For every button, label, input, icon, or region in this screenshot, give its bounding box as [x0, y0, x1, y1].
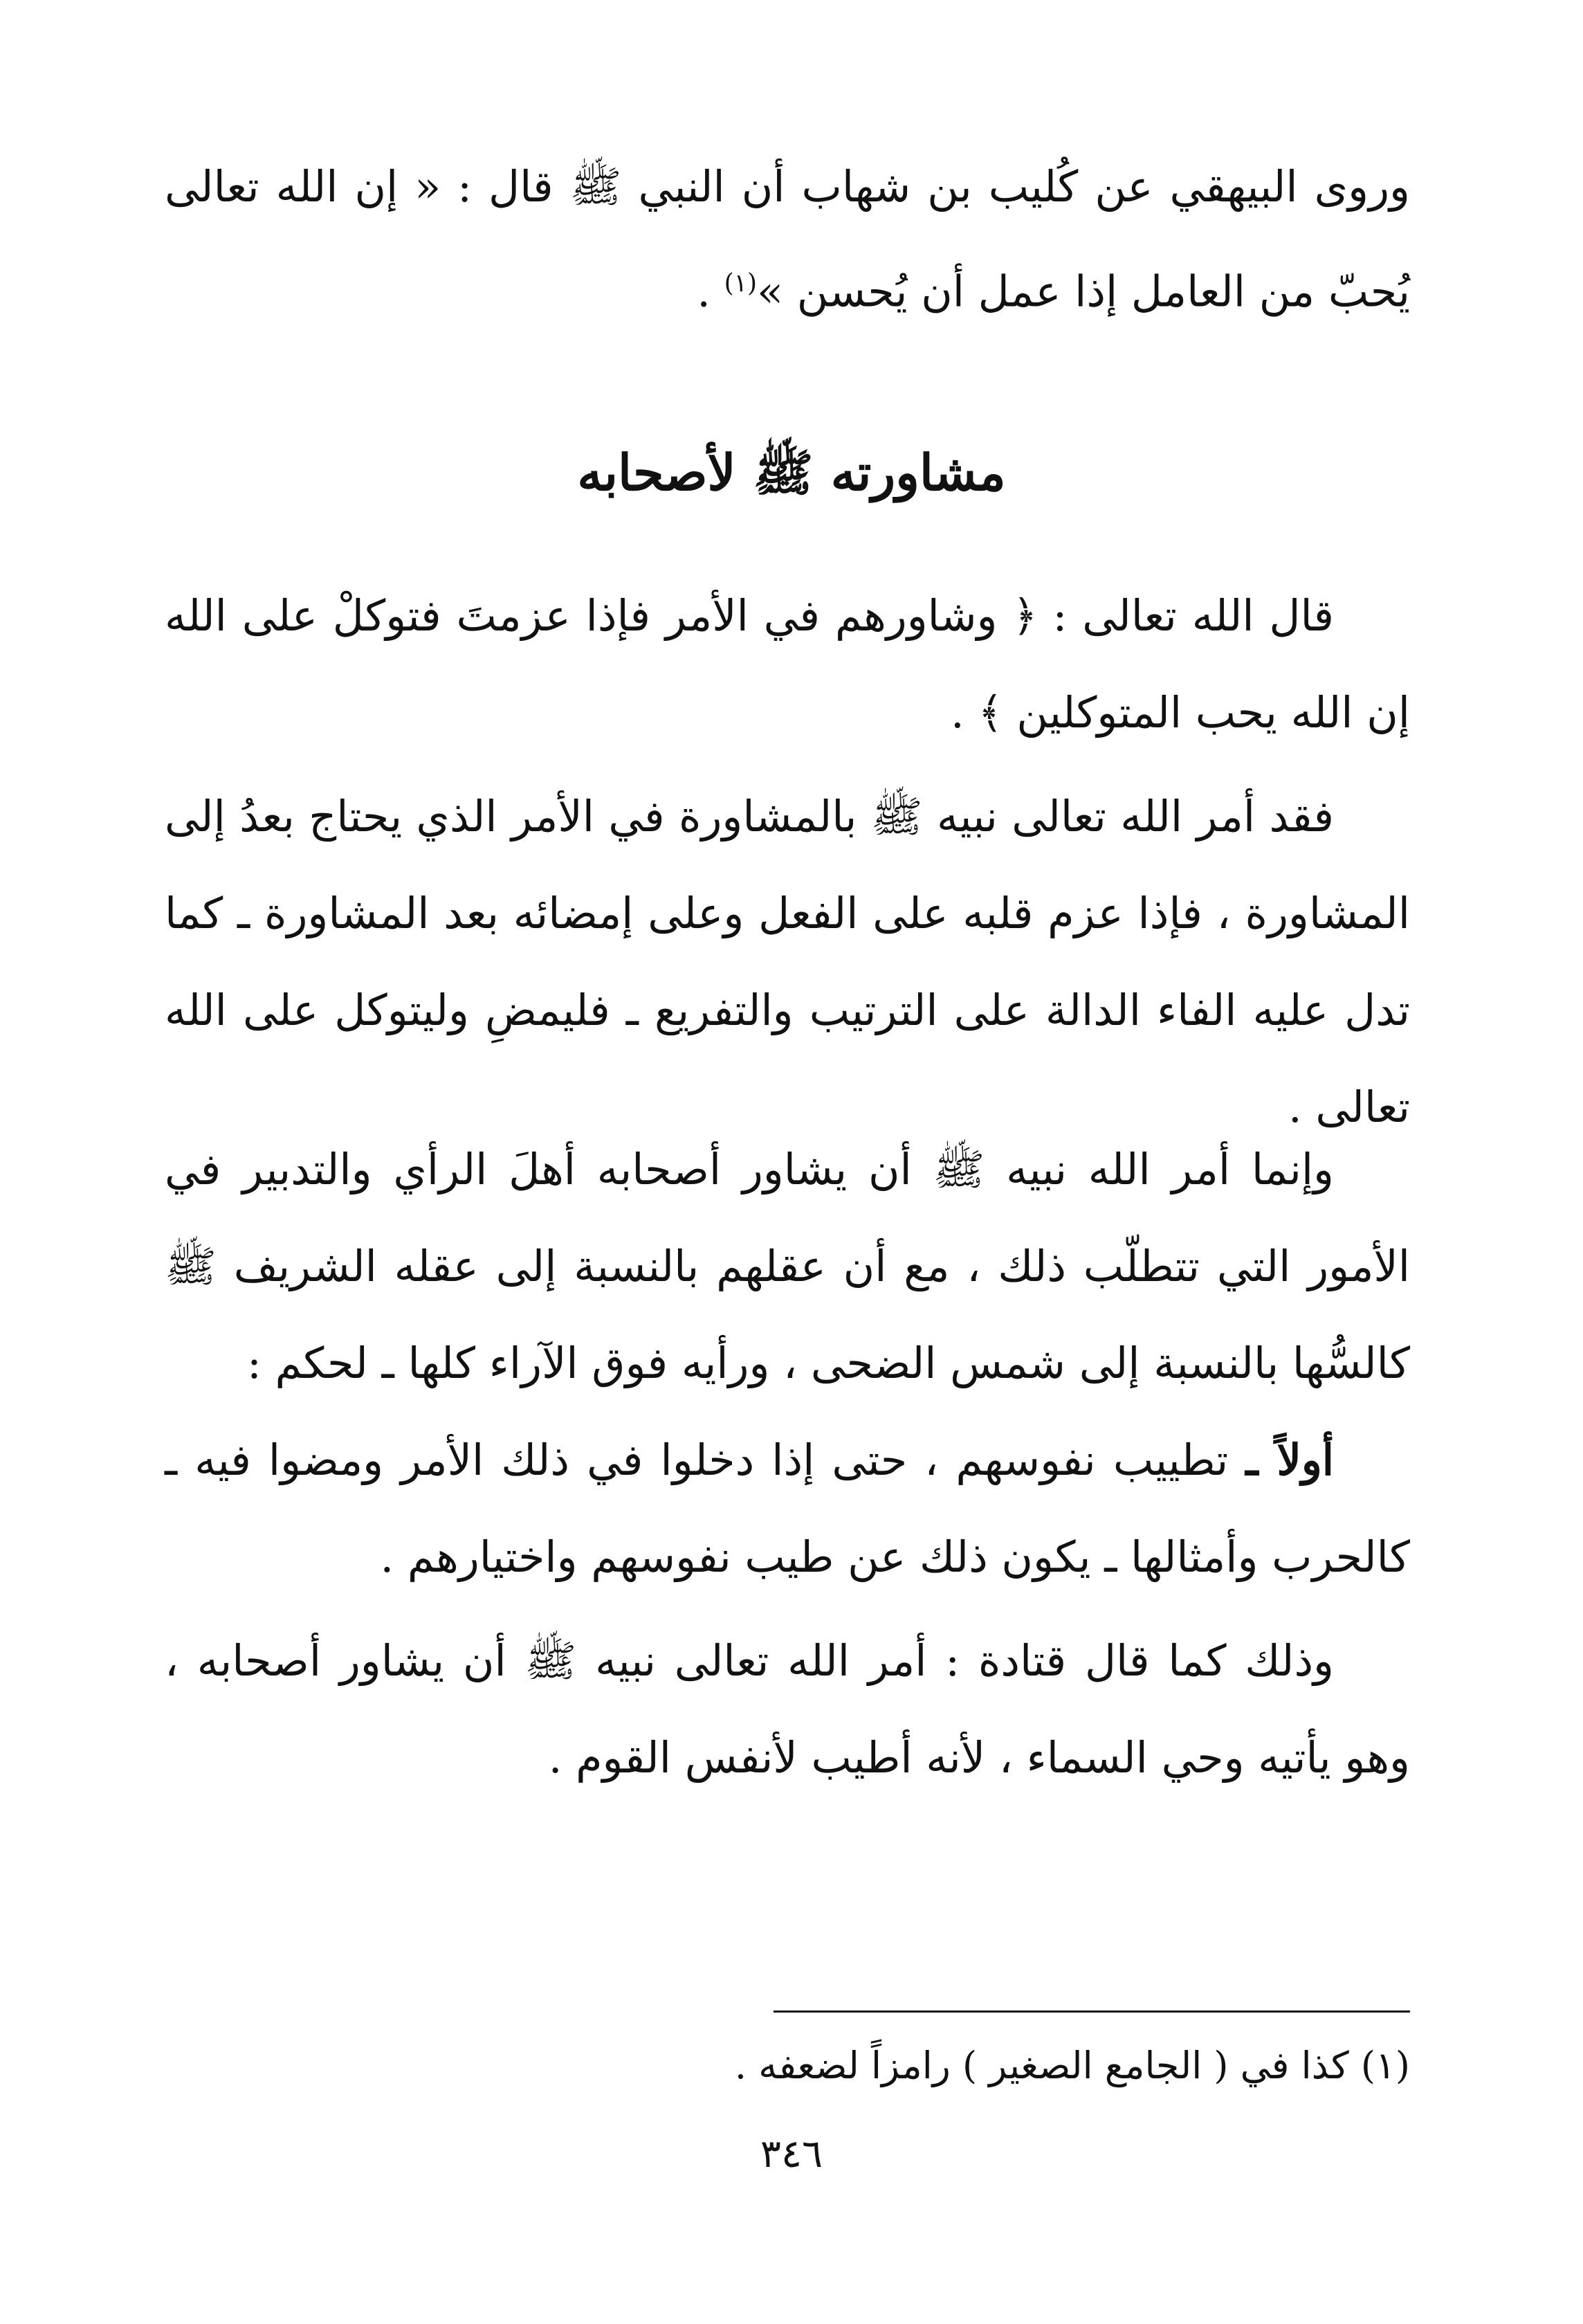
- footnote-separator: [774, 2010, 1410, 2013]
- quran-verse-paragraph: قال الله تعالى : ﴿ وشاورهم في الأمر فإذا عزمتَ فتوكلْ على الله إن الله يحب المتوكلين ﴾ .: [165, 590, 1410, 738]
- first-reason-text: تطييب نفوسهم ، حتى إذا دخلوا في ذلك الأمر ومضوا فيه ـ كالحرب وأمثالها ـ يكون ذلك عن طيب نفوسهم واختيارهم .: [165, 1435, 1410, 1582]
- intro-text: وروى البيهقي عن كُليب بن شهاب أن النبي ﷺ قال : « إن الله تعالى يُحبّ من العامل إذا عمل أن يُحسن »: [165, 161, 1410, 317]
- consultation-paragraph: فقد أمر الله تعالى نبيه ﷺ بالمشاورة في الأمر الذي يحتاج بعدُ إلى المشاورة ، فإذا عزم قلبه على الفعل وعلى إمضائه بعد المشاورة ـ كما تدل عليه الفاء الدالة على الترتيب والتفريع ـ فليمضِ وليتوكل على الله تعالى .: [165, 791, 1410, 1132]
- qatada-paragraph: وذلك كما قال قتادة : أمر الله تعالى نبيه ﷺ أن يشاور أصحابه ، وهو يأتيه وحي السماء ، لأنه أطيب لأنفس القوم .: [165, 1635, 1410, 1783]
- page-number: ٣٤٦: [760, 2132, 823, 2177]
- section-heading: مشاورته ﷺ لأصحابه: [577, 443, 1006, 502]
- intro-paragraph: [165, 138, 1410, 341]
- reasons-intro-paragraph: وإنما أمر الله نبيه ﷺ أن يشاور أصحابه أهلَ الرأي والتدبير في الأمور التي تتطلّب ذلك ، مع أن عقلهم بالنسبة إلى عقله الشريف ﷺ كالسُّها بالنسبة إلى شمس الضحى ، ورأيه فوق الآراء كلها ـ لحكم :: [165, 1144, 1410, 1388]
- first-reason-paragraph: [165, 1412, 1410, 1606]
- footnote: (١) كذا في ( الجامع الصغير ) رامزاً لضعفه .: [734, 2044, 1410, 2087]
- footnote-ref: (١): [724, 269, 758, 298]
- intro-end: .: [697, 266, 724, 317]
- first-reason-label: أولاً ـ: [1245, 1435, 1334, 1485]
